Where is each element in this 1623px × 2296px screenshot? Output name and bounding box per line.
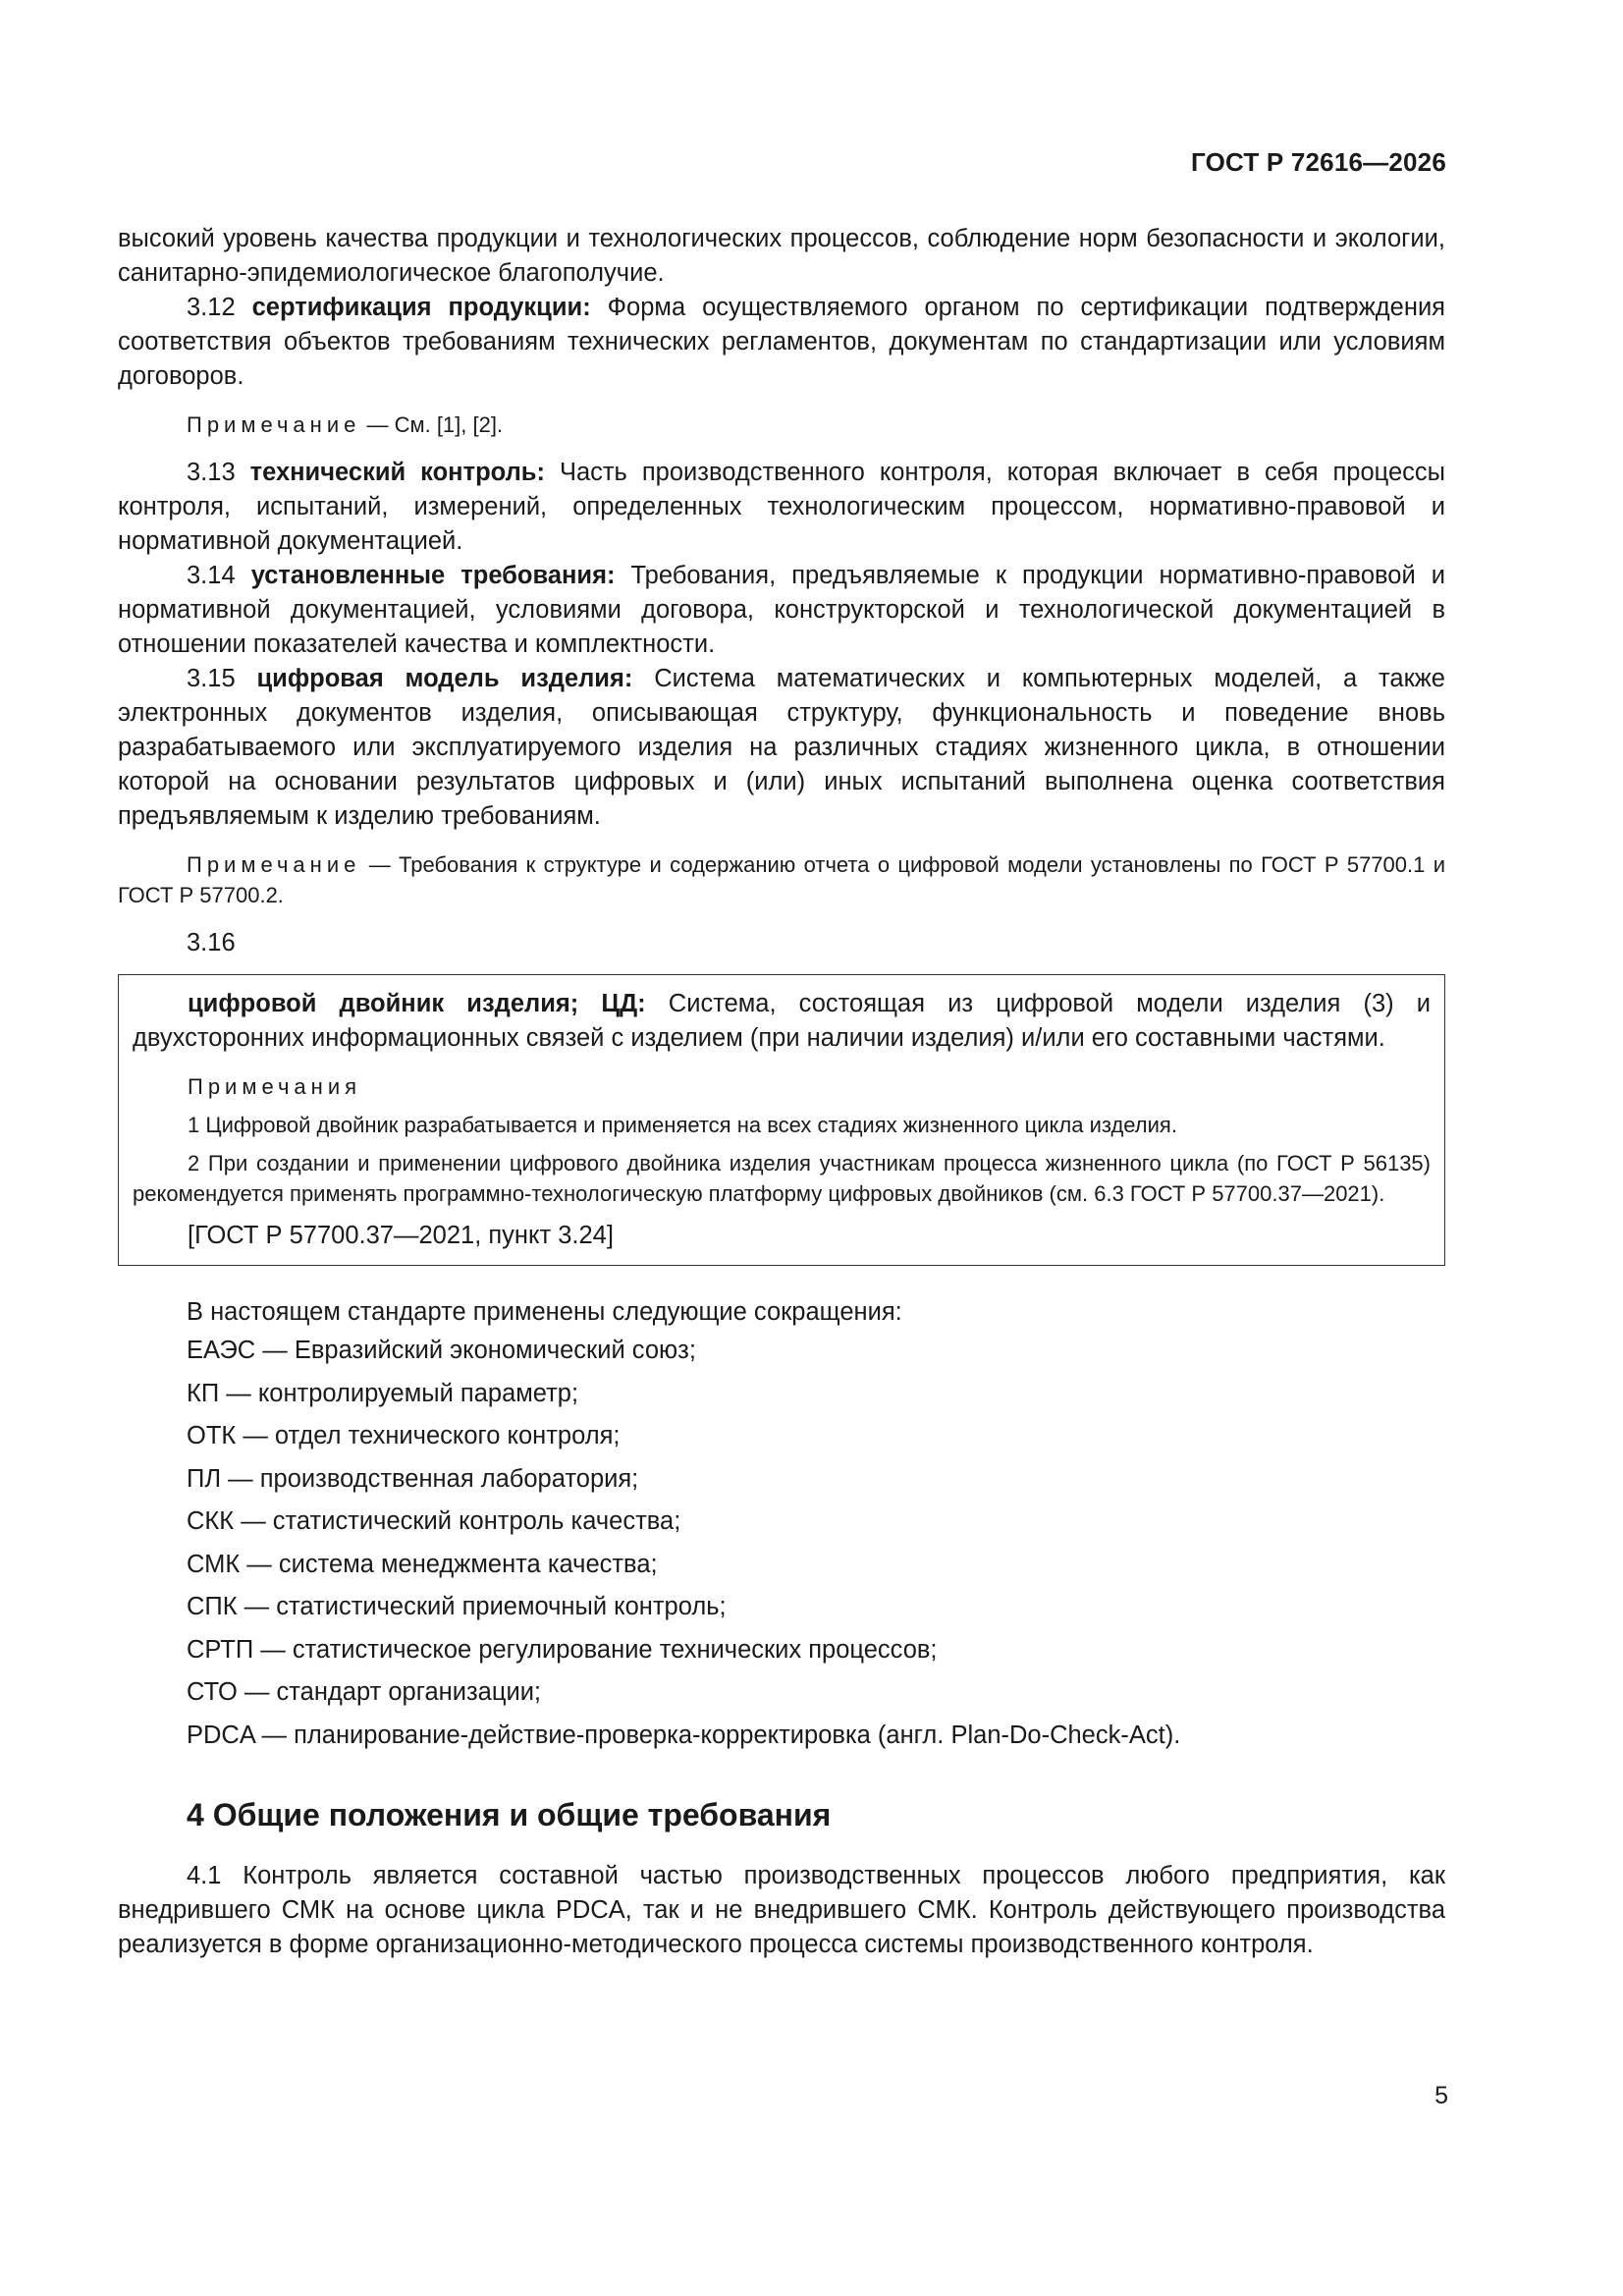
term-definition: Часть производственного контроля, которая включает в себя процессы контроля, испытаний, измерений, определенных технологическим процессом, нормативно-правовой и нормативной документацией. (118, 459, 1446, 555)
abbreviations-list (118, 1330, 1445, 1757)
note-text: — Требования к структуре и содержанию отчета о цифровой модели установлены по ГОСТ Р 57700.1 и ГОСТ Р 57700.2. (118, 852, 1445, 907)
list-item: СТО — стандарт организации; (187, 1678, 542, 1706)
continued-paragraph: высокий уровень качества продукции и технологических процессов, соблюдение норм безопасности и экологии, санитарно-эпидемиологическое благополучие. (118, 225, 1445, 287)
note-label: Примечание (187, 412, 361, 437)
term-name: установленные требования: (250, 562, 616, 589)
list-item: ПЛ — производственная лаборатория; (187, 1464, 639, 1493)
term-definition: Требования, предъявляемые к продукции нормативно-правовой и нормативной документацией, условиями договора, конструкторской и технологической документацией в отношении показателей качества и комплектности. (118, 562, 1445, 658)
term-source: [ГОСТ Р 57700.37—2021, пункт 3.24] (188, 1222, 614, 1249)
term-3-16-number: 3.16 (187, 929, 236, 957)
list-item: СКК — статистический контроль качества; (187, 1507, 681, 1535)
term-name: цифровая модель изделия: (256, 665, 633, 692)
notes-label: Примечания (188, 1074, 362, 1099)
term-3-13 (118, 456, 1445, 559)
document-code-header: ГОСТ Р 72616—2026 (1191, 147, 1446, 177)
section-4-title: 4 Общие положения и общие требования (187, 1797, 832, 1832)
note-3-15 (118, 849, 1445, 910)
list-item: СПК — статистический приемочный контроль; (187, 1593, 727, 1620)
term-3-12 (118, 291, 1445, 394)
term-number: 3.13 (187, 459, 236, 486)
term-number: 3.14 (187, 562, 236, 589)
list-item: СРТП — статистическое регулирование технических процессов; (187, 1635, 938, 1664)
term-3-16 (133, 987, 1431, 1056)
term-number: 3.15 (187, 665, 236, 692)
term-name: цифровой двойник изделия; ЦД: (188, 990, 646, 1017)
list-item: PDCA — планирование-действие-проверка-корректировка (англ. Plan-Do-Check-Act). (187, 1721, 1181, 1749)
list-item: ЕАЭС — Евразийский экономический союз; (187, 1337, 696, 1364)
term-definition: Система, состоящая из цифровой модели изделия (3) и двухсторонних информационных связей с изделием (при наличии изделия) и/или его составными частями. (133, 990, 1431, 1052)
term-3-14 (118, 559, 1445, 662)
term-definition: Форма осуществляемого органом по сертификации подтверждения соответствия объектов требованиям технических регламентов, документам по стандартизации или условиям договоров. (118, 294, 1445, 390)
page-number: 5 (1434, 2082, 1448, 2109)
term-name: сертификация продукции: (251, 294, 591, 321)
note-1: 1 Цифровой двойник разрабатывается и применяется на всех стадиях жизненного цикла изделия. (188, 1113, 1177, 1137)
abbreviations-intro: В настоящем стандарте применены следующие сокращения: (187, 1298, 902, 1326)
list-item: СМК — система менеджмента качества; (187, 1550, 658, 1578)
term-3-16-box (118, 974, 1445, 1266)
term-3-15 (118, 662, 1445, 834)
term-definition: Система математических и компьютерных моделей, а также электронных документов изделия, описывающая структуру, функциональность и поведение вновь разрабатываемого или эксплуатируемого изделия на различных стадиях жизненного цикла, в отношении которой на основании результатов цифровых и (или) иных испытаний выполнена оценка соответствия предъявляемым к изделию требованиям. (118, 665, 1445, 830)
page-content (118, 222, 1445, 1962)
note-3-12 (118, 410, 1445, 440)
paragraph-4-1: 4.1 Контроль является составной частью производственных процессов любого предприятия, как внедрившего СМК на основе цикла PDCA, так и не внедрившего СМК. Контроль действующего производства реализуется в форме организационно-методического процесса системы производственного контроля. (118, 1862, 1445, 1958)
list-item: ОТК — отдел технического контроля; (187, 1422, 621, 1449)
list-item: КП — контролируемый параметр; (187, 1379, 579, 1407)
term-name: технический контроль: (249, 459, 545, 486)
term-number: 3.12 (187, 294, 236, 321)
note-label: Примечание (187, 852, 361, 877)
note-text: — См. [1], [2]. (366, 412, 504, 437)
note-2: 2 При создании и применении цифрового двойника изделия участникам процесса жизненного цикла (по ГОСТ Р 56135) рекомендуется применять программно-технологическую платформу цифровых двойников (см. 6.3 ГОСТ Р 57700.37—2021). (133, 1151, 1431, 1206)
